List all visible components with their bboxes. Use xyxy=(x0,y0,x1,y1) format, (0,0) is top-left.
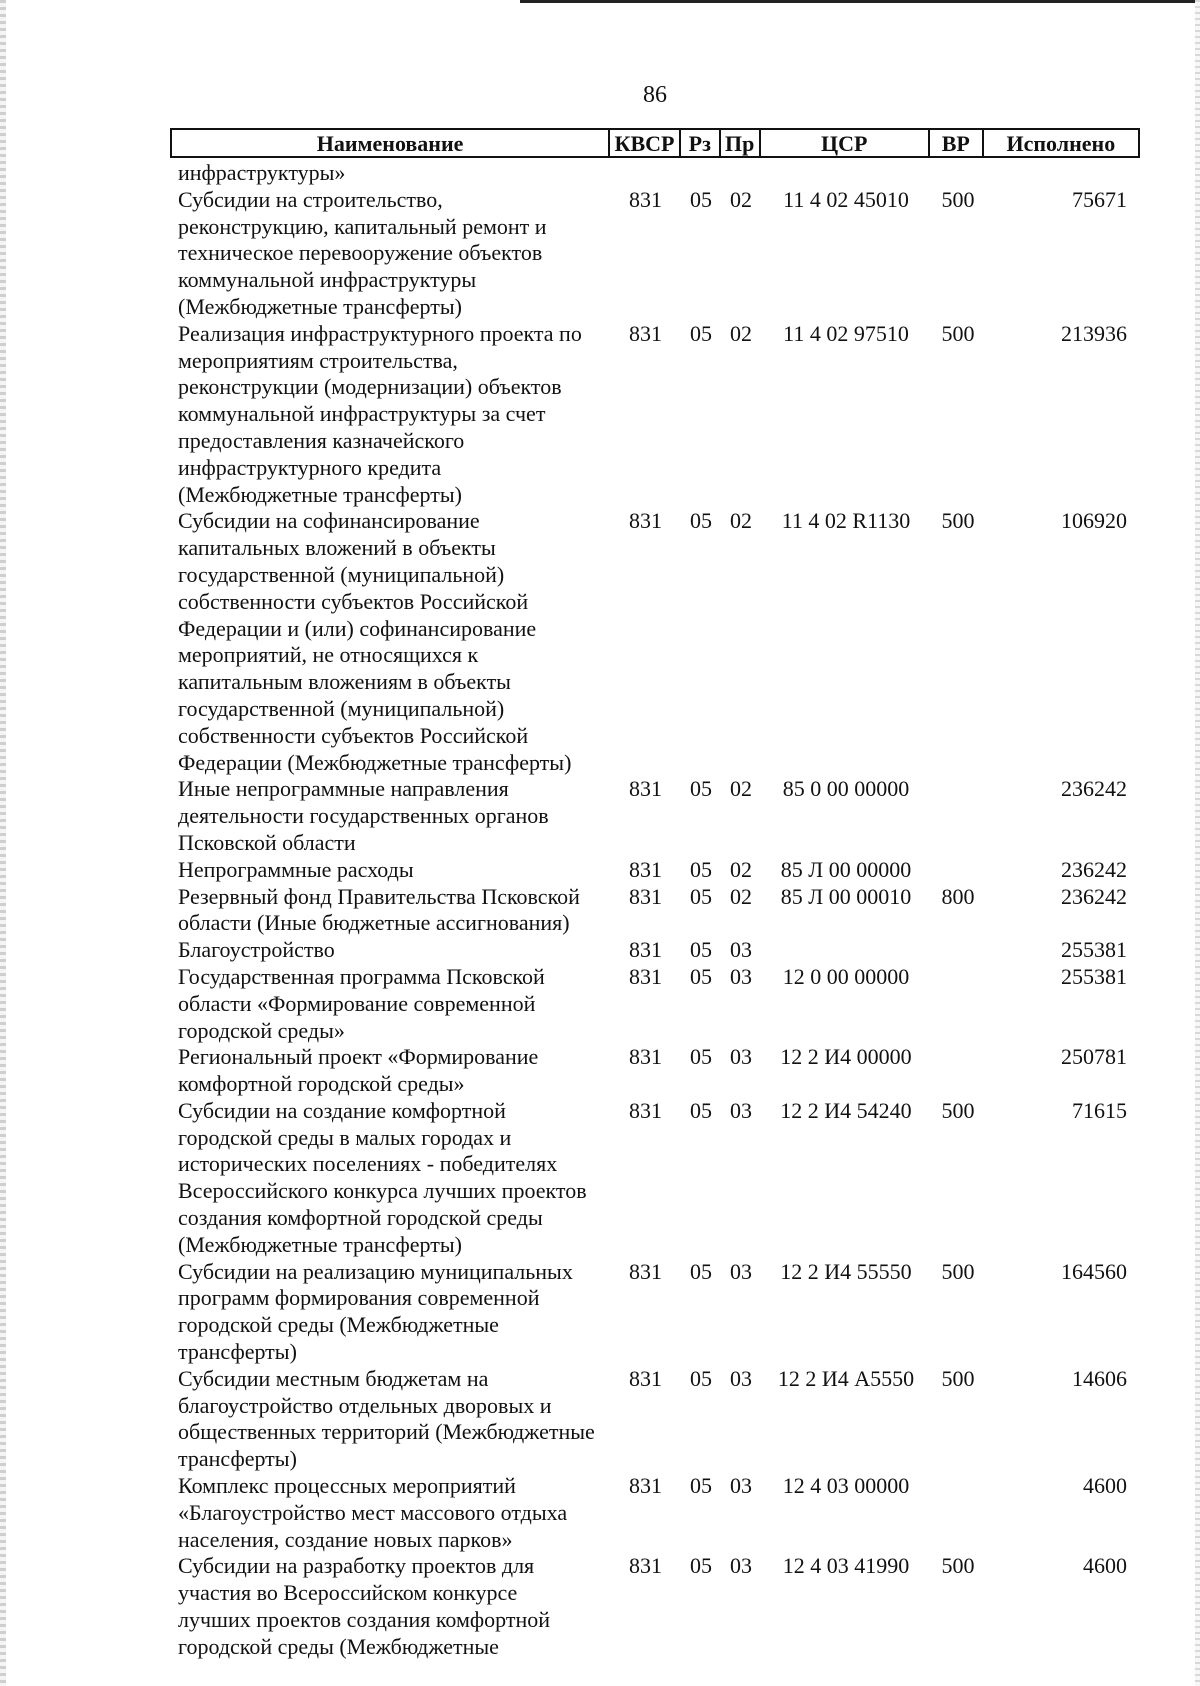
row-executed: 255381 xyxy=(1061,937,1127,963)
row-name-line: Субсидии на разработку проектов для xyxy=(178,1553,535,1579)
table-row xyxy=(178,1098,1140,1259)
row-name-line: инфраструктурного кредита xyxy=(178,454,442,480)
row-executed: 71615 xyxy=(1072,1097,1127,1123)
row-name-line: мероприятиям строительства, xyxy=(178,347,458,373)
row-csr: 12 4 03 00000 xyxy=(782,1473,910,1499)
row-csr: 12 2 И4 54240 xyxy=(780,1097,912,1123)
row-executed: 236242 xyxy=(1061,776,1127,802)
row-csr: 85 Л 00 00010 xyxy=(780,883,912,909)
table-row xyxy=(178,1473,1140,1553)
row-executed: 75671 xyxy=(1072,186,1127,212)
scan-left-edge xyxy=(0,0,6,1686)
row-csr: 12 2 И4 55550 xyxy=(780,1258,912,1284)
row-vr xyxy=(931,857,985,884)
table-row xyxy=(178,1259,1140,1366)
row-rz: 05 xyxy=(690,1258,712,1284)
row-name-line: городской среды» xyxy=(178,1017,345,1043)
row-csr xyxy=(761,160,931,187)
row-rz: 05 xyxy=(690,1365,712,1391)
table-row xyxy=(178,937,1140,964)
row-name-line: городской среды в малых городах и xyxy=(178,1124,512,1150)
row-name-line: комфортной городской среды» xyxy=(178,1071,465,1097)
row-kvsr: 831 xyxy=(629,1365,662,1391)
row-csr: 85 0 00 00000 xyxy=(782,776,910,802)
row-csr: 12 2 И4 А5550 xyxy=(777,1365,915,1391)
row-executed: 4600 xyxy=(1083,1473,1127,1499)
row-name-line: капитальных вложений в объекты xyxy=(178,535,496,561)
row-pr: 03 xyxy=(730,937,752,963)
row-name xyxy=(178,508,610,776)
row-name-line: Благоустройство xyxy=(178,937,335,963)
row-name xyxy=(178,1553,610,1660)
row-name-line: создания комфортной городской среды xyxy=(178,1205,543,1231)
row-kvsr: 831 xyxy=(629,320,662,346)
table-row xyxy=(178,776,1140,856)
row-executed: 164560 xyxy=(1061,1258,1127,1284)
row-rz: 05 xyxy=(690,856,712,882)
row-name-line: лучших проектов создания комфортной xyxy=(178,1607,551,1633)
header-csr: ЦСР xyxy=(761,130,930,156)
page-number: 86 xyxy=(643,82,667,108)
row-csr: 12 2 И4 00000 xyxy=(780,1044,912,1070)
row-csr: 12 0 00 00000 xyxy=(782,963,910,989)
row-rz: 05 xyxy=(690,508,712,534)
row-pr: 03 xyxy=(730,1553,752,1579)
row-name-line: деятельности государственных органов xyxy=(178,803,549,829)
row-kvsr: 831 xyxy=(629,1553,662,1579)
row-rz: 05 xyxy=(690,1097,712,1123)
row-rz: 05 xyxy=(690,1473,712,1499)
row-name-line: Всероссийского конкурса лучших проектов xyxy=(178,1178,587,1204)
row-pr: 02 xyxy=(730,856,752,882)
row-pr: 02 xyxy=(730,186,752,212)
row-name xyxy=(178,321,610,509)
table-row xyxy=(178,1366,1140,1473)
row-name-line: собственности субъектов Российской xyxy=(178,722,529,748)
row-name-line: Государственная программа Псковской xyxy=(178,963,545,989)
row-executed: 106920 xyxy=(1061,508,1127,534)
row-kvsr: 831 xyxy=(629,1044,662,1070)
row-name xyxy=(178,160,610,187)
row-rz: 05 xyxy=(690,937,712,963)
row-name-line: Федерации (Межбюджетные трансферты) xyxy=(178,749,572,775)
row-pr: 03 xyxy=(730,1258,752,1284)
row-name-line: Непрограммные расходы xyxy=(178,856,414,882)
scan-right-edge xyxy=(1195,0,1200,1686)
table-row xyxy=(178,1044,1140,1098)
row-executed: 4600 xyxy=(1083,1553,1127,1579)
row-executed: 236242 xyxy=(1061,883,1127,909)
row-vr: 500 xyxy=(941,1097,975,1123)
table-row xyxy=(178,187,1140,321)
row-vr: 500 xyxy=(941,508,975,534)
row-vr xyxy=(931,160,985,187)
table-header xyxy=(170,128,1140,158)
row-csr: 11 4 02 R1130 xyxy=(781,508,911,534)
row-name-line: Псковской области xyxy=(178,829,356,855)
row-name-line: трансферты) xyxy=(178,1339,297,1365)
row-vr: 500 xyxy=(941,1258,975,1284)
row-executed: 14606 xyxy=(1072,1365,1127,1391)
row-name-line: (Межбюджетные трансферты) xyxy=(178,1231,462,1257)
row-kvsr xyxy=(610,160,681,187)
row-name-line: Комплекс процессных мероприятий xyxy=(178,1473,516,1499)
row-pr xyxy=(721,160,761,187)
row-name-line: исторических поселениях - победителях xyxy=(178,1151,558,1177)
row-name-line: Региональный проект «Формирование xyxy=(178,1044,539,1070)
row-name xyxy=(178,187,610,321)
row-name-line: области «Формирование современной xyxy=(178,990,536,1016)
row-vr: 500 xyxy=(941,186,975,212)
row-executed xyxy=(985,160,1140,187)
row-name-line: городской среды (Межбюджетные xyxy=(178,1633,499,1659)
row-pr: 03 xyxy=(730,1044,752,1070)
row-pr: 02 xyxy=(730,320,752,346)
row-pr: 03 xyxy=(730,1365,752,1391)
row-name-line: Резервный фонд Правительства Псковской xyxy=(178,883,580,909)
header-pr: Пр xyxy=(721,130,761,156)
row-name-line: инфраструктуры» xyxy=(178,160,346,185)
header-rz: Рз xyxy=(681,130,721,156)
row-name-line: «Благоустройство мест массового отдыха xyxy=(178,1499,568,1525)
row-name-line: государственной (муниципальной) xyxy=(178,695,505,721)
table-row xyxy=(178,1553,1140,1660)
header-kvsr: КВСР xyxy=(610,130,681,156)
row-rz: 05 xyxy=(690,883,712,909)
row-name-line: области (Иные бюджетные ассигнования) xyxy=(178,910,570,936)
row-name-line: капитальным вложениям в объекты xyxy=(178,669,511,695)
row-kvsr: 831 xyxy=(629,508,662,534)
row-name-line: Федерации и (или) софинансирование xyxy=(178,615,537,641)
header-executed: Исполнено xyxy=(1006,131,1116,156)
table-row xyxy=(178,857,1140,884)
row-name-line: городской среды (Межбюджетные xyxy=(178,1312,499,1338)
row-pr: 02 xyxy=(730,883,752,909)
row-name-line: предоставления казначейского xyxy=(178,427,465,453)
row-vr xyxy=(931,1044,985,1098)
row-name xyxy=(178,1044,610,1098)
row-kvsr: 831 xyxy=(629,186,662,212)
row-kvsr: 831 xyxy=(629,776,662,802)
table-row xyxy=(178,321,1140,509)
row-pr: 02 xyxy=(730,776,752,802)
row-vr xyxy=(931,964,985,1044)
row-name-line: мероприятий, не относящихся к xyxy=(178,642,479,668)
row-rz: 05 xyxy=(690,963,712,989)
row-pr: 03 xyxy=(730,1097,752,1123)
top-border-line xyxy=(520,0,1200,3)
row-csr: 11 4 02 97510 xyxy=(783,320,909,346)
table-row xyxy=(178,160,1140,187)
row-vr: 500 xyxy=(941,1365,975,1391)
row-name xyxy=(178,857,610,884)
row-name xyxy=(178,1366,610,1473)
row-name-line: участия во Всероссийском конкурсе xyxy=(178,1580,518,1606)
row-name-line: трансферты) xyxy=(178,1446,297,1472)
row-kvsr: 831 xyxy=(629,963,662,989)
row-rz: 05 xyxy=(690,1044,712,1070)
header-name: Наименование xyxy=(172,130,610,156)
row-name xyxy=(178,884,610,938)
row-name-line: собственности субъектов Российской xyxy=(178,588,529,614)
row-name-line: техническое перевооружение объектов xyxy=(178,240,543,266)
table-row xyxy=(178,964,1140,1044)
row-pr: 02 xyxy=(730,508,752,534)
row-rz xyxy=(681,160,721,187)
row-pr: 03 xyxy=(730,963,752,989)
row-name-line: Иные непрограммные направления xyxy=(178,776,509,802)
row-executed: 213936 xyxy=(1061,320,1127,346)
row-kvsr: 831 xyxy=(629,883,662,909)
row-name-line: Реализация инфраструктурного проекта по xyxy=(178,320,582,346)
row-name-line: государственной (муниципальной) xyxy=(178,561,505,587)
row-name xyxy=(178,1259,610,1366)
row-name-line: программ формирования современной xyxy=(178,1285,540,1311)
table-row xyxy=(178,884,1140,938)
row-rz: 05 xyxy=(690,1553,712,1579)
row-name-line: общественных территорий (Межбюджетные xyxy=(178,1419,595,1445)
row-vr: 500 xyxy=(941,1553,975,1579)
row-name xyxy=(178,776,610,856)
row-rz: 05 xyxy=(690,776,712,802)
row-name-line: (Межбюджетные трансферты) xyxy=(178,481,462,507)
row-name-line: коммунальной инфраструктуры xyxy=(178,267,477,293)
row-kvsr: 831 xyxy=(629,1473,662,1499)
row-rz: 05 xyxy=(690,186,712,212)
row-name-line: Субсидии местным бюджетам на xyxy=(178,1365,489,1391)
row-pr: 03 xyxy=(730,1473,752,1499)
row-name-line: Субсидии на реализацию муниципальных xyxy=(178,1258,573,1284)
row-name-line: (Межбюджетные трансферты) xyxy=(178,293,462,319)
row-rz: 05 xyxy=(690,320,712,346)
row-name-line: Субсидии на софинансирование xyxy=(178,508,480,534)
row-kvsr: 831 xyxy=(629,937,662,963)
row-vr xyxy=(931,776,985,856)
row-name-line: реконструкцию, капитальный ремонт и xyxy=(178,213,547,239)
row-kvsr: 831 xyxy=(629,1097,662,1123)
row-name-line: коммунальной инфраструктуры за счет xyxy=(178,401,546,427)
row-name-line: Субсидии на строительство, xyxy=(178,186,443,212)
table-row xyxy=(178,508,1140,776)
row-csr: 11 4 02 45010 xyxy=(783,186,909,212)
row-name xyxy=(178,964,610,1044)
row-csr: 85 Л 00 00000 xyxy=(780,856,912,882)
row-kvsr: 831 xyxy=(629,1258,662,1284)
row-kvsr: 831 xyxy=(629,856,662,882)
row-name-line: благоустройство отдельных дворовых и xyxy=(178,1392,552,1418)
row-csr xyxy=(761,937,931,964)
row-name-line: Субсидии на создание комфортной xyxy=(178,1097,506,1123)
row-name-line: реконструкции (модернизации) объектов xyxy=(178,374,562,400)
table-body xyxy=(178,160,1140,1661)
row-vr xyxy=(931,1473,985,1553)
row-executed: 236242 xyxy=(1061,856,1127,882)
row-vr: 800 xyxy=(941,883,975,909)
row-csr: 12 4 03 41990 xyxy=(782,1553,910,1579)
row-executed: 250781 xyxy=(1061,1044,1127,1070)
header-vr: ВР xyxy=(930,130,984,156)
row-name xyxy=(178,1098,610,1259)
row-vr: 500 xyxy=(941,320,975,346)
row-executed: 255381 xyxy=(1061,963,1127,989)
row-name-line: населения, создание новых парков» xyxy=(178,1526,513,1552)
row-name xyxy=(178,937,610,964)
row-name xyxy=(178,1473,610,1553)
row-vr xyxy=(931,937,985,964)
